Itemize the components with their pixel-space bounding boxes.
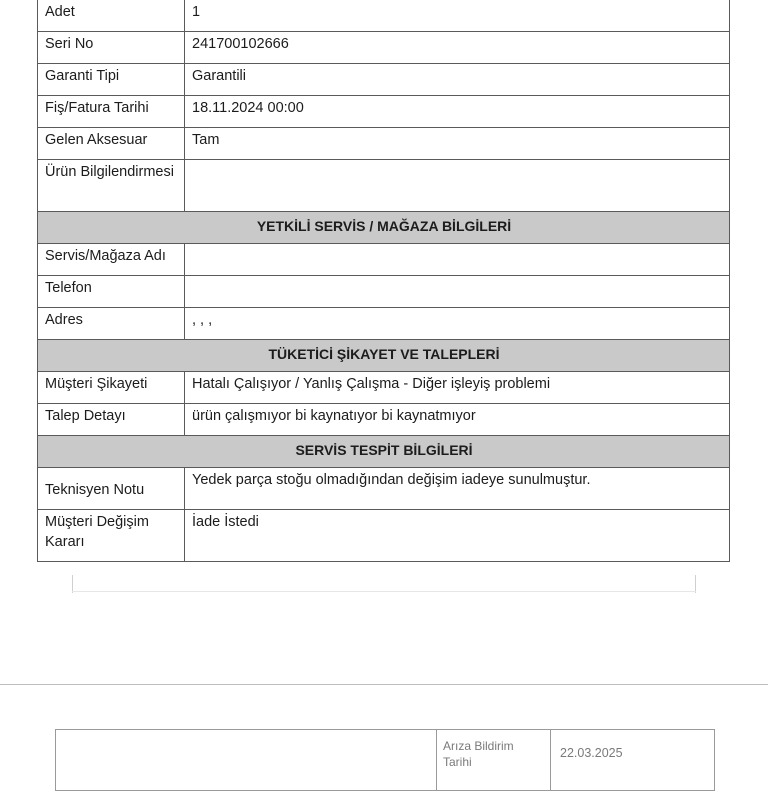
row-value: Hatalı Çalışıyor / Yanlış Çalışma - Diğer işleyiş problemi <box>185 372 730 404</box>
row-value: İade İstedi <box>185 510 730 562</box>
section-header-service <box>38 212 730 244</box>
row-label: Müşteri Şikayeti <box>38 372 185 404</box>
page-divider <box>0 684 768 685</box>
row-label: Adres <box>38 308 185 340</box>
table-row <box>38 372 730 404</box>
row-value <box>185 244 730 276</box>
row-value <box>185 160 730 212</box>
row-label: Telefon <box>38 276 185 308</box>
row-value: 241700102666 <box>185 32 730 64</box>
section-title: YETKİLİ SERVİS / MAĞAZA BİLGİLERİ <box>38 212 730 244</box>
table-row <box>38 468 730 510</box>
row-value: 1 <box>185 0 730 32</box>
table-row <box>38 276 730 308</box>
row-label: Gelen Aksesuar <box>38 128 185 160</box>
row-label: Fiş/Fatura Tarihi <box>38 96 185 128</box>
row-label: Adet <box>38 0 185 32</box>
table-row <box>38 404 730 436</box>
row-label: Servis/Mağaza Adı <box>38 244 185 276</box>
table-row <box>38 64 730 96</box>
fault-date-value-cell <box>550 730 715 790</box>
row-value: 18.11.2024 00:00 <box>185 96 730 128</box>
row-label: Garanti Tipi <box>38 64 185 96</box>
fault-date-value: 22.03.2025 <box>560 746 623 760</box>
row-value: Tam <box>185 128 730 160</box>
table-row <box>38 32 730 64</box>
next-page-table <box>55 729 715 791</box>
service-form-table <box>37 0 730 562</box>
section-header-complaint <box>38 340 730 372</box>
section-header-findings <box>38 436 730 468</box>
fault-date-label: Arıza Bildirim Tarihi <box>443 739 514 769</box>
row-label: Talep Detayı <box>38 404 185 436</box>
row-label: Müşteri Değişim Kararı <box>38 510 185 562</box>
table-row <box>38 160 730 212</box>
row-value: ürün çalışmıyor bi kaynatıyor bi kaynatmıyor <box>185 404 730 436</box>
row-label: Ürün Bilgilendirmesi <box>38 160 185 212</box>
table-row <box>38 510 730 562</box>
table-row <box>38 96 730 128</box>
row-value <box>185 276 730 308</box>
page-bottom-line <box>72 591 696 592</box>
row-label: Teknisyen Notu <box>38 468 185 510</box>
table-row <box>38 0 730 32</box>
table-row <box>38 244 730 276</box>
table-row <box>38 308 730 340</box>
row-value: , , , <box>185 308 730 340</box>
fault-date-label-cell <box>436 730 551 790</box>
row-value: Yedek parça stoğu olmadığından değişim iadeye sunulmuştur. <box>185 468 730 510</box>
row-value: Garantili <box>185 64 730 96</box>
section-title: TÜKETİCİ ŞİKAYET VE TALEPLERİ <box>38 340 730 372</box>
row-label: Seri No <box>38 32 185 64</box>
table-row <box>38 128 730 160</box>
section-title: SERVİS TESPİT BİLGİLERİ <box>38 436 730 468</box>
